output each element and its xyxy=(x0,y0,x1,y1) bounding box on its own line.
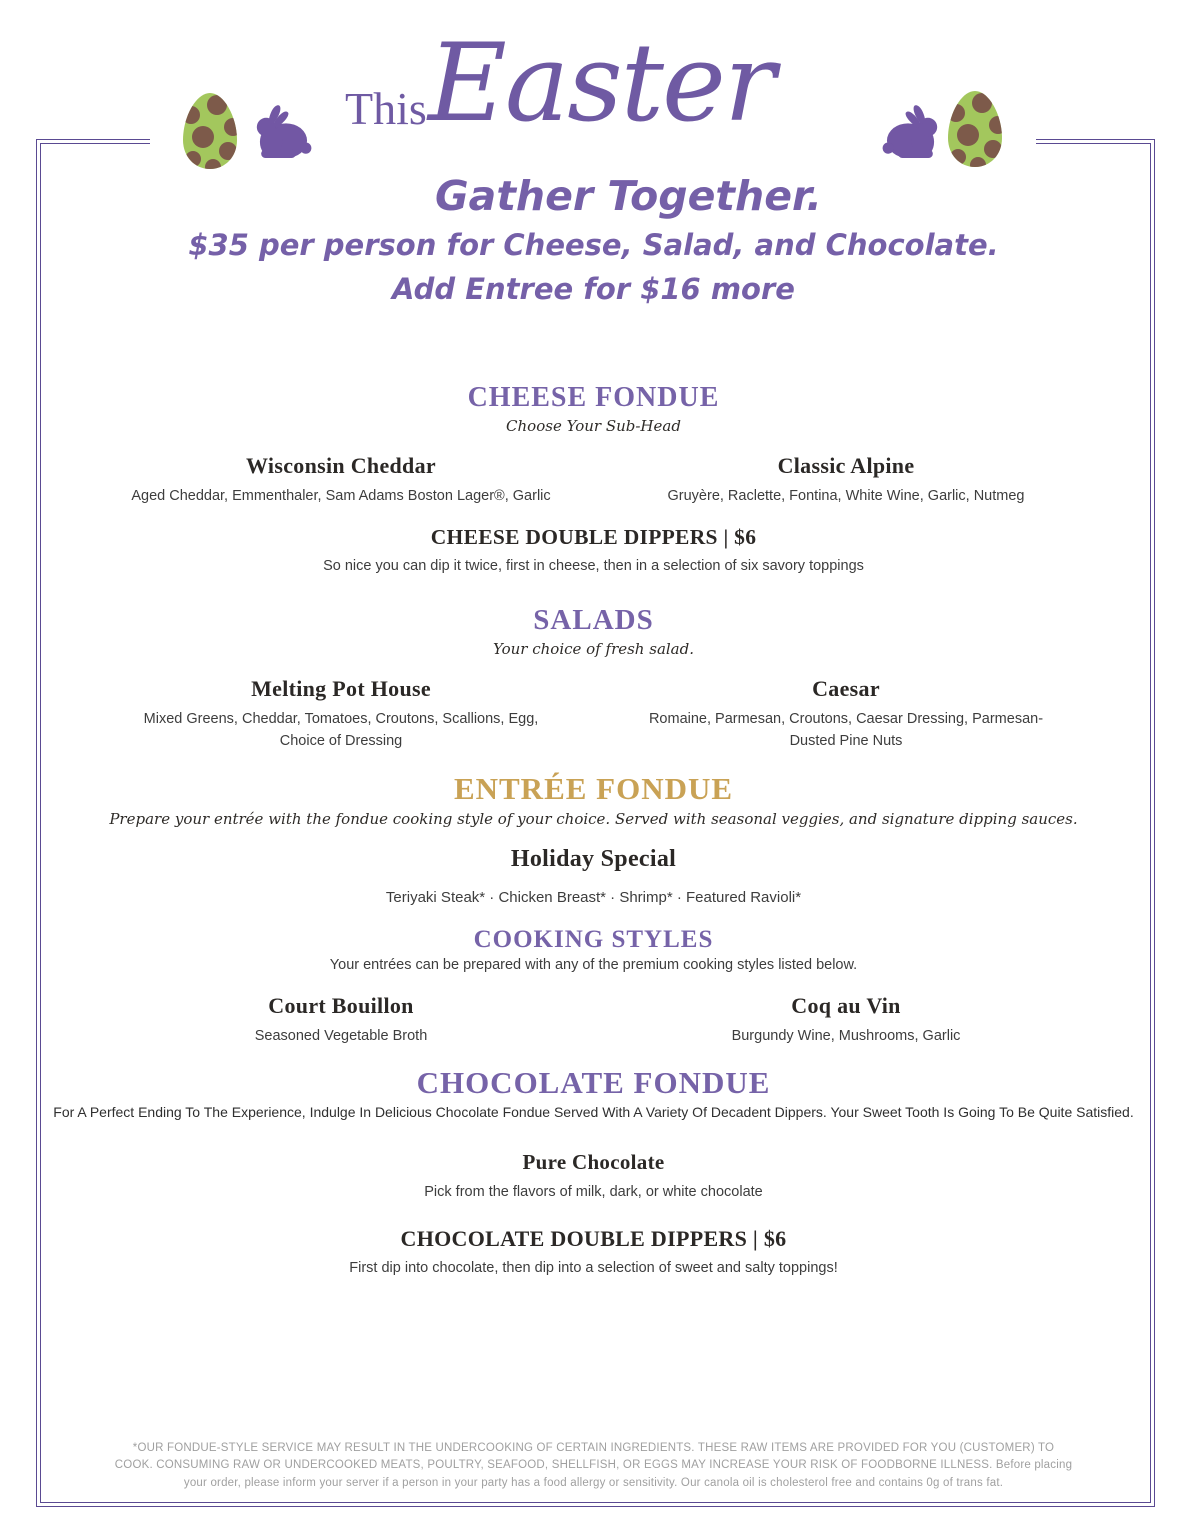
bunny-icon xyxy=(882,100,944,164)
price-line-2: Add Entree for $16 more xyxy=(392,272,795,306)
section-entree-fondue xyxy=(0,771,1187,906)
item-desc: Aged Cheddar, Emmenthaler, Sam Adams Boston Lager®, Garlic xyxy=(131,488,551,504)
menu-item xyxy=(89,676,594,753)
item-name: Caesar xyxy=(812,675,880,701)
section-subhead: Choose Your Sub-Head xyxy=(506,417,681,435)
section-subhead: For A Perfect Ending To The Experience, Indulge In Delicious Chocolate Fondue Served With A Variety Of Decadent Dippers. Your Sweet Tooth Is Going To Be Quite Satisfied. xyxy=(53,1104,1134,1121)
title-word-this: This xyxy=(345,83,427,134)
item-desc: Burgundy Wine, Mushrooms, Garlic xyxy=(731,1027,961,1044)
item-name: Pure Chocolate xyxy=(522,1150,665,1175)
item-desc: Gruyère, Raclette, Fontina, White Wine, Garlic, Nutmeg xyxy=(667,488,1025,504)
menu-item xyxy=(594,453,1099,507)
section-title: SALADS xyxy=(533,603,654,636)
easter-egg-icon xyxy=(948,90,1002,168)
section-salads xyxy=(0,604,1187,753)
item-desc: So nice you can dip it twice, first in cheese, then in a selection of six savory toppings xyxy=(323,558,864,575)
title-word-easter: Easter xyxy=(428,21,774,146)
section-subhead: Your choice of fresh salad. xyxy=(493,639,694,658)
item-name: Wisconsin Cheddar xyxy=(246,453,436,478)
item-name: CHEESE DOUBLE DIPPERS | $6 xyxy=(430,525,757,550)
pure-chocolate xyxy=(0,1150,1187,1203)
price-line-1: $35 per person for Cheese, Salad, and Chocolate. xyxy=(188,228,999,262)
section-title: CHEESE FONDUE xyxy=(467,382,720,413)
cheese-double-dippers xyxy=(0,525,1187,577)
section-title: CHOCOLATE FONDUE xyxy=(416,1065,771,1101)
item-name: Coq au Vin xyxy=(791,992,901,1018)
item-name: Melting Pot House xyxy=(251,675,431,701)
item-desc: Mixed Greens, Cheddar, Tomatoes, Croutons, Scallions, Egg, Choice of Dressing xyxy=(143,710,539,750)
title-subtitle: Gather Together. xyxy=(435,172,822,220)
item-desc: Seasoned Vegetable Broth xyxy=(254,1027,428,1044)
disclaimer-text: *OUR FONDUE-STYLE SERVICE MAY RESULT IN THE UNDERCOOKING OF CERTAIN INGREDIENTS. THESE RAW ITEMS ARE PROVIDED FOR YOU (CUSTOMER) TO COOK. CONSUMING RAW OR UNDERCOOKED MEATS, POULTRY, SEAFOOD, SHELLFISH, OR EGGS MAY INCREASE YOUR RISK OF FOODBORNE ILLNESS. Before placing your order, please inform your server if a person in your party has a food allergy or sensitivity. Our canola oil is cholesterol free and contains 0g of trans fat. xyxy=(114,1442,1073,1489)
section-subhead: Prepare your entrée with the fondue cooking style of your choice. Served with seasonal veggies, and signature dipping sauces. xyxy=(109,809,1078,828)
menu-body xyxy=(0,382,1187,1279)
section-chocolate-fondue xyxy=(0,1065,1187,1279)
section-title: ENTRÉE FONDUE xyxy=(453,770,734,806)
holiday-special xyxy=(0,846,1187,906)
section-subhead: Your entrées can be prepared with any of the premium cooking styles listed below. xyxy=(329,956,858,973)
item-name: Court Bouillon xyxy=(268,992,414,1018)
bunny-icon xyxy=(250,100,312,164)
item-name: Classic Alpine xyxy=(777,453,915,478)
menu-item xyxy=(594,676,1099,753)
header xyxy=(0,0,1187,320)
footer-disclaimer xyxy=(114,1440,1074,1492)
item-desc: Pick from the flavors of milk, dark, or white chocolate xyxy=(424,1184,763,1201)
section-cooking-styles xyxy=(0,926,1187,1047)
item-desc: Romaine, Parmesan, Croutons, Caesar Dressing, Parmesan-Dusted Pine Nuts xyxy=(648,710,1044,750)
item-name: CHOCOLATE DOUBLE DIPPERS | $6 xyxy=(400,1225,787,1251)
menu-item xyxy=(89,993,594,1047)
item-desc: First dip into chocolate, then dip into a selection of sweet and salty toppings! xyxy=(349,1259,838,1276)
item-name: Holiday Special xyxy=(510,845,677,872)
item-desc: Teriyaki Steak* · Chicken Breast* · Shrimp* · Featured Ravioli* xyxy=(385,888,802,906)
section-title: COOKING STYLES xyxy=(473,925,714,953)
chocolate-double-dippers xyxy=(0,1226,1187,1279)
salad-columns xyxy=(89,676,1099,753)
cheese-columns xyxy=(89,453,1099,507)
cooking-columns xyxy=(89,993,1099,1047)
easter-egg-icon xyxy=(183,93,237,169)
menu-item xyxy=(89,453,594,507)
menu-item xyxy=(594,993,1099,1047)
section-cheese-fondue xyxy=(0,382,1187,578)
